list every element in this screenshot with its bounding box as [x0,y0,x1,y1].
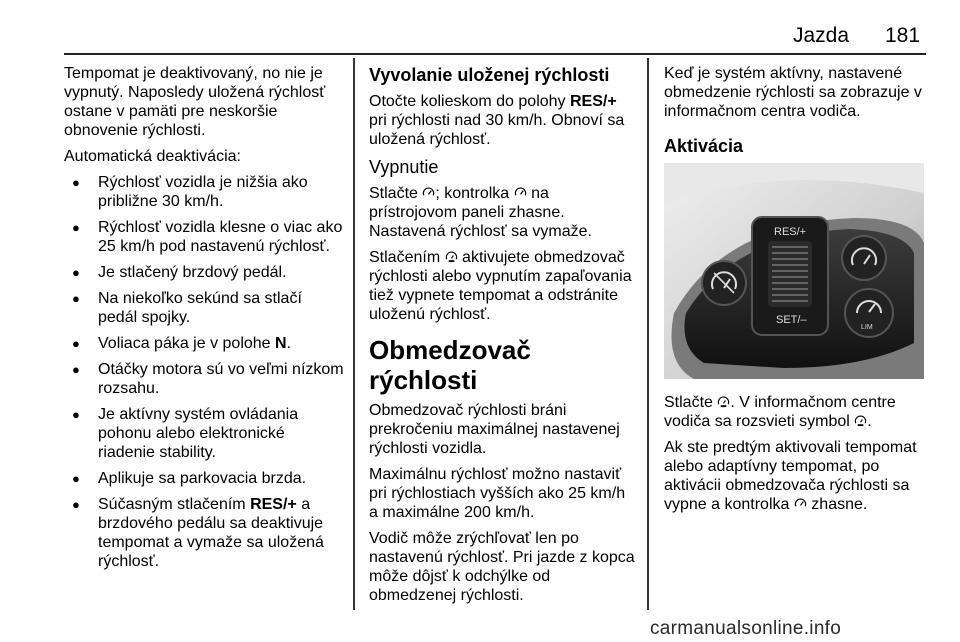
column-right [664,64,926,521]
watermark-text[interactable]: carmanualsonline.info [650,618,842,639]
heading-activation: Aktivácia [664,136,744,156]
cruise-control-icon [514,186,527,199]
paragraph: Stlačte . V informačnom centre vodiča sa rozsvieti symbol . [664,394,896,430]
heading-limiter: Obmedzovač rýchlosti [369,335,531,395]
paragraph: Stlačte ; kontrolka na prístrojovom paneli zhasne. Nastavená rýchlosť sa vymaže. [369,185,592,240]
list-item: ● Rýchlosť vozidla klesne o viac ako 25 km/h pod nastavenú rýchlosť. [64,218,344,256]
list-item: ● Na niekoľko sekúnd sa stlačí pedál spojky. [64,289,344,327]
cruise-control-icon [422,186,435,199]
paragraph: Maximálnu rýchlosť možno nastaviť pri rýchlostiach vyšších ako 25 km/h a maximálne 200 km/h. [369,466,626,521]
page-header [0,0,960,60]
column-divider [647,58,649,610]
paragraph: Obmedzovač rýchlosti bráni prekročeniu maximálnej nastavenej rýchlosti vozidla. [369,402,620,457]
list-item: ● Aplikuje sa parkovacia brzda. [64,469,344,488]
steering-wheel-illustration [664,163,924,379]
section-title: Jazda [793,24,850,47]
header-rule [64,53,926,55]
paragraph: Otočte kolieskom do polohy RES/+ pri rýchlosti nad 30 km/h. Obnoví sa uložená rýchlosť. [369,93,625,148]
list-item: ● Je aktívny systém ovládania pohonu alebo elektronické riadenie stability. [64,405,344,462]
speed-limiter-icon [445,250,458,263]
deactivation-list [64,173,344,571]
steering-wheel-controls-photo [664,163,924,379]
paragraph: Vodič môže zrýchľovať len po nastavenú rýchlosť. Pri jazde z kopca môže dôjsť k odchýlke od obmedzenej rýchlosti. [369,530,635,604]
list-item: ● Otáčky motora sú vo veľmi nízkom rozsahu. [64,360,344,398]
column-left [64,64,344,578]
res-label: RES/+ [774,226,807,238]
heading-recall: Vyvolanie uloženej rýchlosti [369,65,610,85]
heading-off: Vypnutie [369,157,439,177]
list-item: ● Voliaca páka je v polohe N. [64,334,344,353]
list-item: ● Je stlačený brzdový pedál. [64,263,344,282]
page-number: 181 [885,24,921,47]
paragraph: Automatická deaktivácia: [64,148,241,165]
set-label: SET/– [776,314,807,326]
paragraph: Stlačením aktivujete obmedzovač rýchlosti alebo vypnutím zapaľovania tiež vypnete tempomat a odstránite uloženú rýchlosť. [369,249,632,323]
list-item: ● Súčasným stlačením RES/+ a brzdového pedálu sa deaktivuje tempomat a vymaže sa uložená rýchlosť. [64,495,344,571]
column-middle [369,64,637,612]
list-item: ● Rýchlosť vozidla je nižšia ako približne 30 km/h. [64,173,344,211]
paragraph: Keď je systém aktívny, nastavené obmedzenie rýchlosti sa zobrazuje v informačnom centra vodiča. [664,65,922,120]
speed-limiter-icon [854,414,867,427]
cruise-control-icon [794,497,807,510]
paragraph: Tempomat je deaktivovaný, no nie je vypnutý. Naposledy uložená rýchlosť ostane v pamäti pre neskoršie obnovenie rýchlosti. [64,65,326,139]
lim-label: LIM [861,324,873,331]
speed-limiter-icon [717,395,730,408]
paragraph: Ak ste predtým aktivovali tempomat alebo adaptívny tempomat, po aktivácii obmedzovača rýchlosti sa vypne a kontrolka zhasne. [664,439,917,513]
column-divider [353,58,355,610]
